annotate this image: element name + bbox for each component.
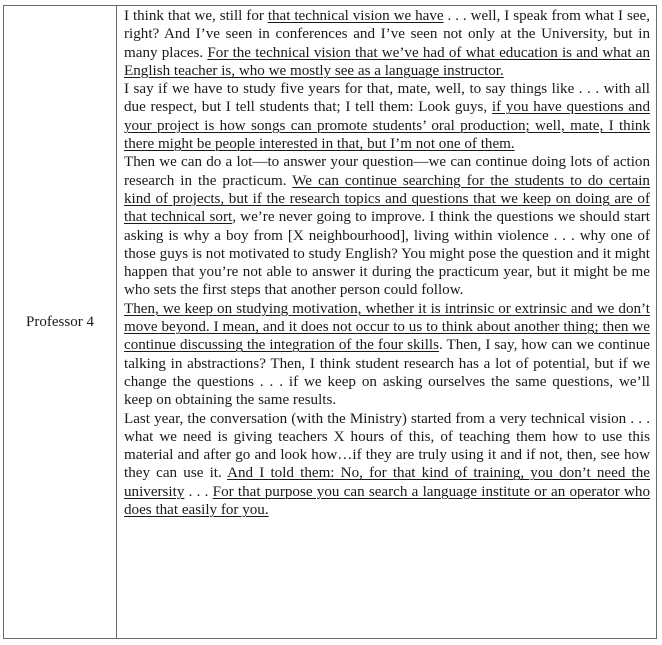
participant-label: Professor 4 bbox=[26, 313, 94, 330]
quote-paragraph bbox=[124, 153, 650, 299]
underlined-excerpt: We can continue searching for the students to do certain kind of projects, but if the research topics and questions that we keep on doing are of that technical sort bbox=[124, 172, 650, 226]
quote-text: Last year, the conversation (with the Ministry) started from a very technical vision . . . what we need is giving teachers X hours of this, of teaching them how to use this material and after go and look how…if they are truly using it and if not, then, see how they can use it. bbox=[124, 410, 650, 482]
quote-text: Then we can do a lot—to answer your question—we can continue doing lots of action research in the practicum. bbox=[124, 154, 650, 189]
underlined-excerpt: that technical vision we have bbox=[267, 8, 444, 24]
quote-text-cell bbox=[117, 6, 656, 638]
underlined-excerpt: And I told them: No, for that kind of training, you don’t need the university bbox=[124, 465, 650, 500]
quote-text: . . . well, I speak from what I see, right? And I’ve seen in conferences and I’ve seen not only at the University, but in many places. bbox=[124, 8, 650, 61]
underlined-excerpt: if you have questions and your project is how songs can promote students’ oral production; well, mate, I think there might be people interested in that, but I’m not one of them. bbox=[124, 99, 651, 153]
underlined-excerpt: For that purpose you can search a language institute or an operator who does that easily for you. bbox=[124, 483, 650, 519]
quote-text: I think that we, still for bbox=[124, 8, 268, 24]
quote-text: I say if we have to study five years for that, mate, well, to say things like . . . with all due respect, but I tell students that; I tell them: Look guys, bbox=[124, 81, 650, 116]
quote-text: . Then, I say, how can we continue talking in abstractions? Then, I think student research has a lot of potential, but if we change the questions . . . if we keep on asking ourselves the same questions, we’ll keep on obtaining the same results. bbox=[124, 337, 650, 409]
quote-paragraph bbox=[124, 80, 650, 153]
quote-paragraph bbox=[124, 300, 650, 410]
quote-text: . . . bbox=[184, 483, 213, 500]
quote-text: , we’re never going to improve. I think the questions we should start asking is why a boy from [X neighbourhood], living within violence . . . why one of those guys is not motivated to study English? You might pose the question and it might happen that you’re not able to answer it during the practicum year, but it might be me who sets the first steps that another person could follow. bbox=[124, 209, 650, 299]
quote-paragraph bbox=[124, 410, 650, 520]
participant-label-cell bbox=[4, 6, 117, 638]
underlined-excerpt: For the technical vision that we’ve had of what education is and what an English teacher is, who we mostly see as a language instructor. bbox=[124, 44, 650, 79]
underlined-excerpt: Then, we keep on studying motivation, whether it is intrinsic or extrinsic and we don’t move beyond. I mean, and it does not occur to us to think about another thing; then we continue discussing the integration of the four skills bbox=[124, 300, 650, 354]
quote-paragraph bbox=[124, 7, 650, 80]
interview-quote-table bbox=[3, 5, 657, 639]
